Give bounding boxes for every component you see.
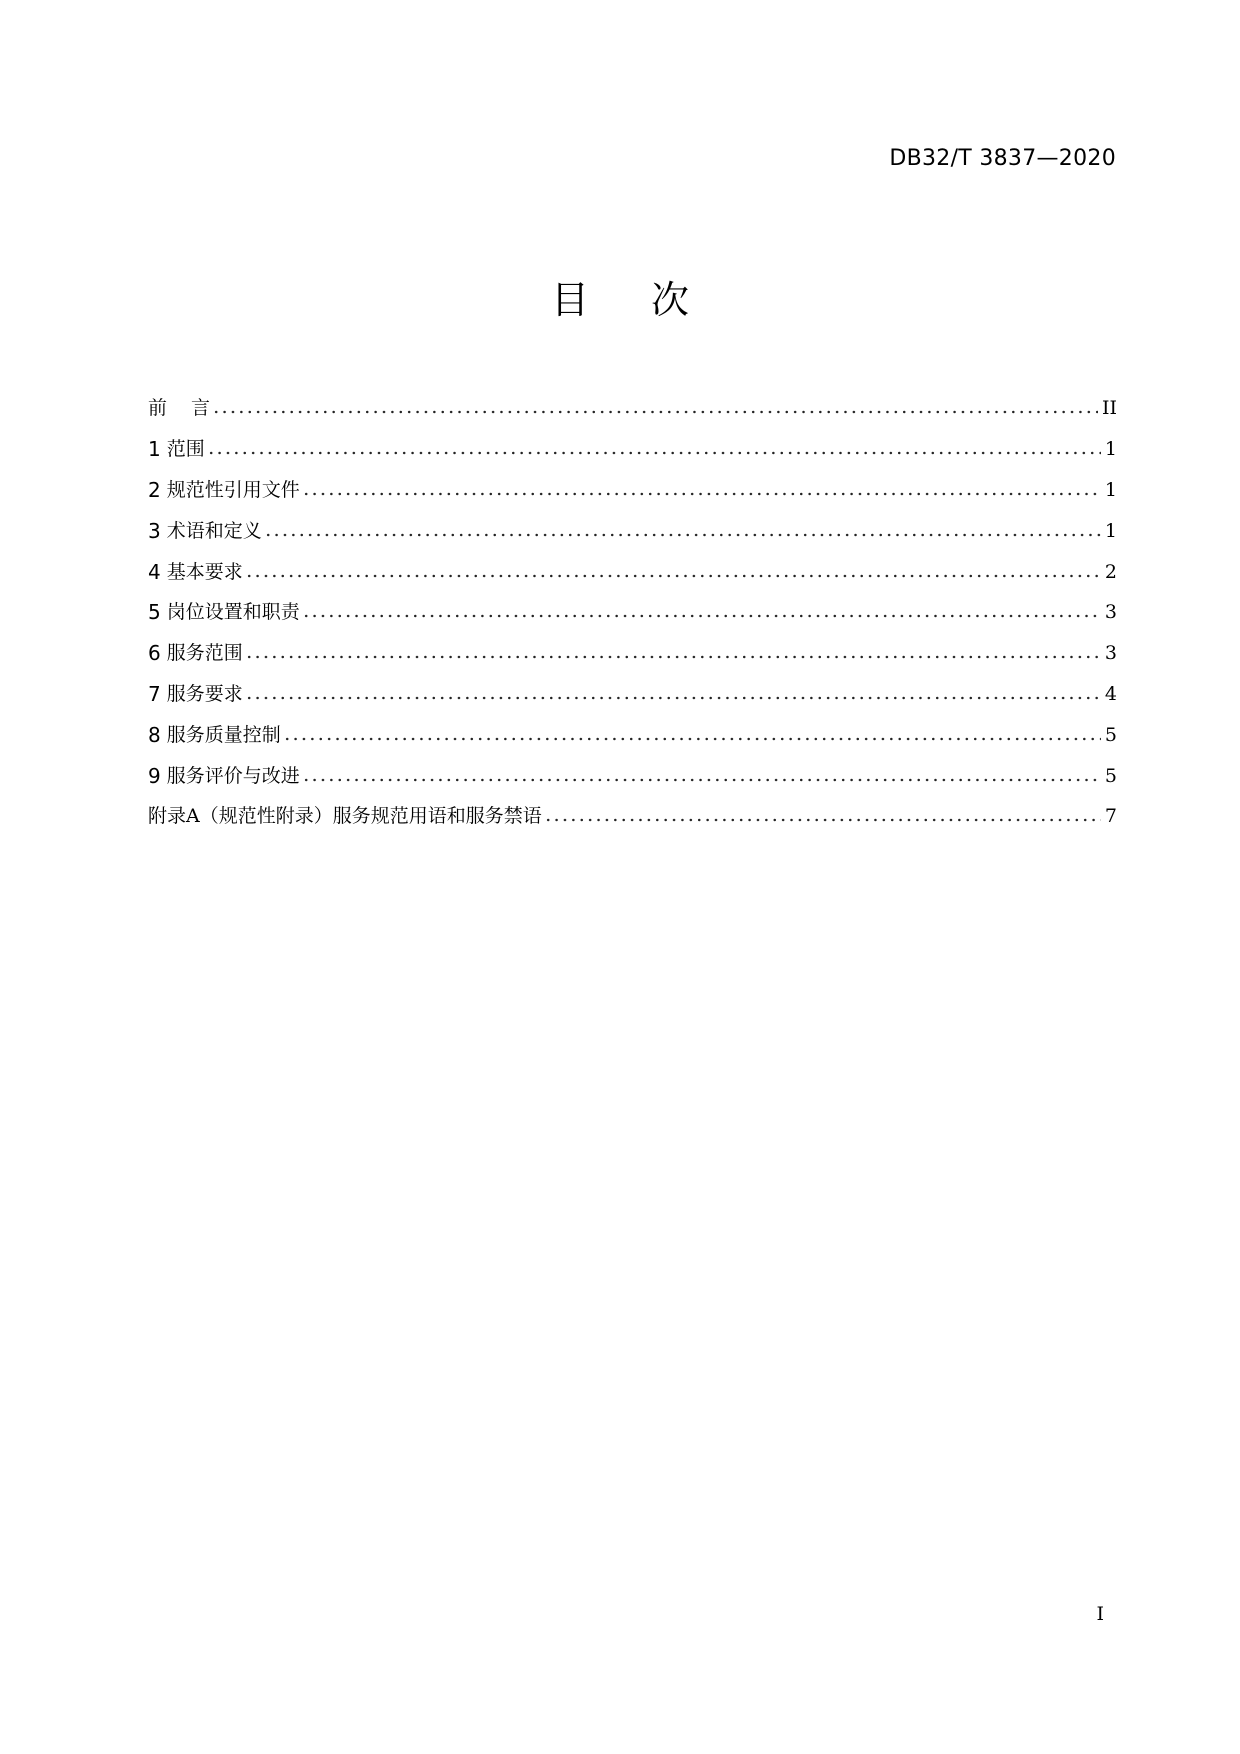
standard-number: DB32/T 3837—2020: [889, 146, 1116, 171]
toc-entry-title: 服务评价与改进: [166, 764, 300, 787]
toc-entry-title: 服务范围: [166, 642, 243, 665]
toc-entry-title: 规范性引用文件: [166, 478, 300, 501]
dot-leader: [302, 778, 1101, 782]
toc-entry-service-scope[interactable]: [148, 633, 1117, 674]
toc-entry-title: 范围: [166, 438, 205, 461]
toc-entry-page: 1: [1104, 478, 1117, 501]
toc-title: [0, 276, 1240, 324]
toc-entry-number: 5: [148, 600, 161, 625]
dot-leader: [302, 492, 1101, 496]
dot-leader: [245, 655, 1101, 659]
toc-entry-page: 1: [1104, 519, 1117, 542]
toc-entry-title: 前 言: [148, 397, 211, 420]
toc-entry-page: 1: [1104, 438, 1117, 461]
toc-entry-number: 1: [148, 437, 161, 462]
toc-entry-number: 3: [148, 518, 161, 543]
dot-leader: [264, 533, 1101, 537]
toc-entry-positions-duties[interactable]: [148, 592, 1117, 633]
dot-leader: [207, 451, 1101, 455]
toc-entry-title: 基本要求: [166, 560, 243, 583]
toc-entry-evaluation-improvement[interactable]: [148, 755, 1117, 796]
toc-entry-page: 3: [1104, 601, 1117, 624]
toc-entry-number: 8: [148, 722, 161, 747]
table-of-contents: [148, 388, 1117, 837]
toc-entry-number: 7: [148, 681, 161, 706]
toc-entry-page: 3: [1104, 642, 1117, 665]
dot-leader: [302, 614, 1101, 618]
toc-entry-number: 2: [148, 477, 161, 502]
toc-entry-scope[interactable]: [148, 429, 1117, 470]
toc-entry-basic-requirements[interactable]: [148, 551, 1117, 592]
toc-entry-page: 5: [1104, 764, 1117, 787]
toc-title-char-2: 次: [651, 278, 690, 322]
toc-entry-page: 7: [1104, 805, 1117, 828]
toc-entry-title: 岗位设置和职责: [166, 601, 300, 624]
dot-leader: [245, 574, 1101, 578]
toc-entry-page: 2: [1104, 560, 1117, 583]
toc-entry-title: 服务要求: [166, 682, 243, 705]
toc-entry-page: II: [1101, 397, 1117, 420]
toc-entry-normative-references[interactable]: [148, 470, 1117, 511]
toc-entry-number: 9: [148, 763, 161, 788]
dot-leader: [212, 410, 1098, 414]
toc-entry-number: 6: [148, 641, 161, 666]
toc-entry-appendix-a[interactable]: [148, 796, 1117, 837]
dot-leader: [283, 737, 1101, 741]
toc-entry-terms-definitions[interactable]: [148, 510, 1117, 551]
toc-title-char-1: 目: [550, 278, 589, 322]
toc-entry-foreword[interactable]: [148, 388, 1117, 429]
toc-entry-number: 4: [148, 559, 161, 584]
toc-entry-title: 附录A（规范性附录）服务规范用语和服务禁语: [148, 805, 542, 828]
toc-entry-title: 服务质量控制: [166, 723, 281, 746]
dot-leader: [544, 818, 1101, 822]
toc-entry-quality-control[interactable]: [148, 714, 1117, 755]
toc-entry-page: 4: [1104, 682, 1117, 705]
toc-entry-service-requirements[interactable]: [148, 674, 1117, 715]
toc-entry-title: 术语和定义: [166, 519, 262, 542]
page-number: I: [1096, 1603, 1104, 1625]
toc-entry-page: 5: [1104, 723, 1117, 746]
dot-leader: [245, 696, 1101, 700]
